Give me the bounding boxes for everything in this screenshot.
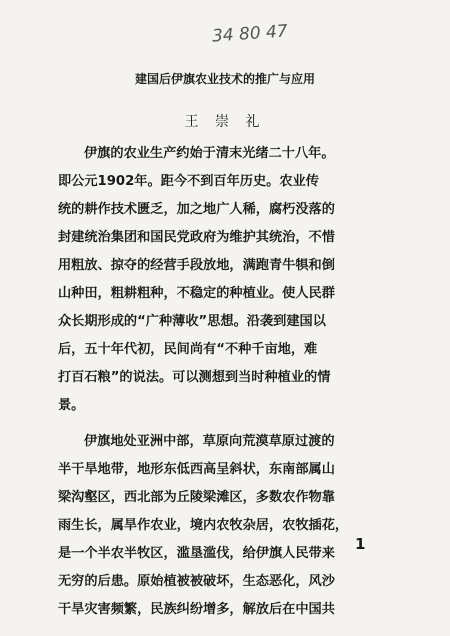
paragraph-2-line: 伊旗地处亚洲中部，草原向荒漠草原过渡的 xyxy=(84,434,335,449)
paragraph-2-line: 无穷的后患。原始植被被破坏，生态恶化，风沙 xyxy=(58,574,335,589)
author-name: 王 崇 礼 xyxy=(184,114,266,130)
paragraph-2-line: 雨生长，属旱作农业，境内农牧杂居，农牧插花， xyxy=(58,518,349,533)
paragraph-2-line: 干旱灾害频繁，民族纠纷增多，解放后在中国共 xyxy=(58,602,335,617)
paragraph-2-line: 是一个半农半牧区，滥垦滥伐，给伊旗人民带来 xyxy=(58,546,335,561)
paragraph-1-line: 用粗放、掠夺的经营手段放地，满跑青牛犋和倒 xyxy=(58,258,335,273)
paragraph-1-line: 封建统治集团和国民党政府为维护其统治，不惜 xyxy=(58,230,335,245)
document-body xyxy=(58,140,403,624)
handwritten-archive-number: 34 80 47 xyxy=(211,21,289,47)
paragraph-2-line: 梁沟壑区，西北部为丘陵梁滩区，多数农作物靠 xyxy=(58,490,335,505)
paragraph-1-line: 打百石粮”的说法。可以测想到当时种植业的情 xyxy=(58,370,331,385)
paragraph-1-line: 伊旗的农业生产约始于清末光绪二十八年。 xyxy=(84,146,335,161)
paragraph-1-line: 众长期形成的“广种薄收”思想。沿袭到建国以 xyxy=(58,314,326,329)
document-title: 建国后伊旗农业技术的推广与应用 xyxy=(134,72,315,86)
paragraph-1-line: 统的耕作技术匮乏，加之地广人稀，腐朽没落的 xyxy=(58,202,335,217)
paragraph-2-line: 半干旱地带，地形东低西高呈斜状，东南部属山 xyxy=(58,462,335,477)
paragraph-1-line: 景。 xyxy=(58,398,85,413)
paragraph-1-line: 后，五十年代初，民间尚有“不种千亩地，难 xyxy=(58,342,318,357)
page-number: 1 xyxy=(355,535,366,553)
paragraph-1-line: 即公元1902年。距今不到百年历史。农业传 xyxy=(58,174,319,189)
paragraph-1-line: 山种田，粗耕粗种，不稳定的种植业。使人民群 xyxy=(58,286,335,301)
